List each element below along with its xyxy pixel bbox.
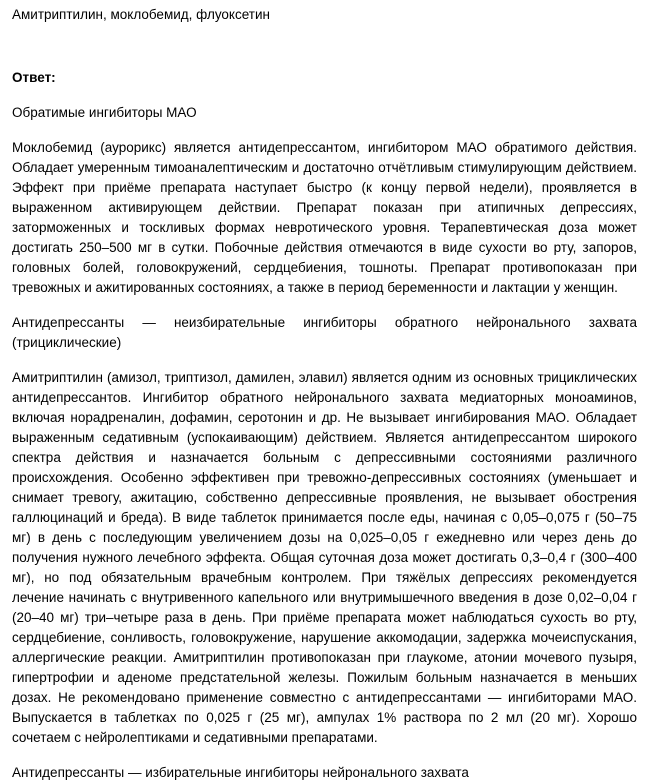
answer-label: Ответ: xyxy=(12,70,56,85)
section-title-reversible-mao: Обратимые ингибиторы МАО xyxy=(12,105,197,120)
section-title-tricyclic: Антидепрессанты — неизбирательные ингибиторы обратного нейронального захвата (трициклические) xyxy=(12,315,637,350)
document-page xyxy=(12,0,637,783)
paragraph-moclobemide: Моклобемид (аурорикс) является антидепрессантом, ингибитором МАО обратимого действия. Обладает умеренным тимоаналептическим и достаточно отчётливым стимулирующим действием. Эффект при приёме препарата наступает быстро (к концу первой недели), проявляется в выраженном активирующем действии. Препарат показан при атипичных депрессиях, заторможенных и тоскливых формах невротического уровня. Терапевтическая доза может достигать 250–500 мг в сутки. Побочные действия отмечаются в виде сухости во рту, запоров, головных болей, головокружений, сердцебиения, тошноты. Препарат противопоказан при тревожных и ажитированных состояниях, а также в период беременности и лактации у женщин. xyxy=(12,140,637,295)
paragraph-amitriptyline: Амитриптилин (амизол, триптизол, дамилен, элавил) является одним из основных трициклических антидепрессантов. Ингибитор обратного нейронального захвата медиаторных моноаминов, включая норадреналин, дофамин, серотонин и др. Не вызывает ингибирования МАО. Обладает выраженным седативным (успокаивающим) действием. Является антидепрессантом широкого спектра действия и назначается больным с депрессивными состояниями различного происхождения. Особенно эффективен при тревожно-депрессивных состояниях (уменьшает и снимает тревогу, ажитацию, собственно депрессивные проявления, не вызывает обострения галлюцинаций и бреда). В виде таблеток принимается после еды, начиная с 0,05–0,075 г (50–75 мг) в день с последующим увеличением дозы на 0,025–0,05 г ежедневно или через день до получения нужного лечебного эффекта. Общая суточная доза может достигать 0,3–0,4 г (300–400 мг), но под обязательным врачебным контролем. При тяжёлых депрессиях рекомендуется лечение начинать с внутривенного капельного или внутримышечного введения в дозе 0,02–0,04 г (20–40 мг) три–четыре раза в день. При приёме препарата может наблюдаться сухость во рту, сердцебиение, сонливость, головокружение, нарушение аккомодации, задержка мочеиспускания, аллергические реакции. Амитриптилин противопоказан при глаукоме, атонии мочевого пузыря, гипертрофии и аденоме предстательной железы. Пожилым больным назначается в меньших дозах. Не рекомендовано применение совместно с антидепрессантами — ингибиторами МАО. Выпускается в таблетках по 0,025 г (25 мг), ампулах 1% раствора по 2 мл (20 мг). Хорошо сочетаем с нейролептиками и седативными препаратами. xyxy=(12,370,637,745)
question-text: Амитриптилин, моклобемид, флуоксетин xyxy=(12,7,270,22)
section-title-selective: Антидепрессанты — избирательные ингибиторы нейронального захвата xyxy=(12,765,469,780)
